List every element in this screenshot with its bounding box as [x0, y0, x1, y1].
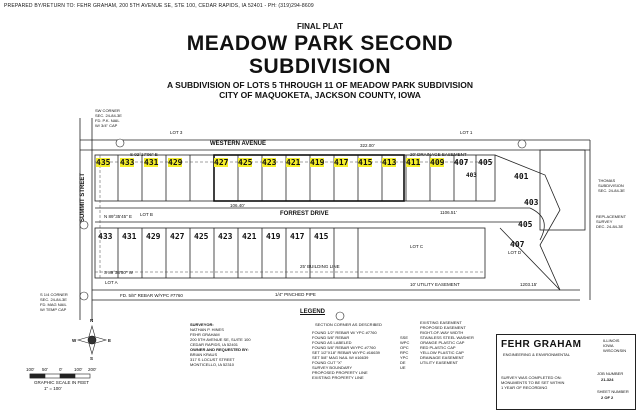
- state-label: ILLINOIS: [603, 338, 620, 343]
- address-number: 431: [144, 158, 159, 167]
- address-number: 421: [286, 158, 301, 167]
- state-label: IOWA: [603, 343, 614, 348]
- sw-corner-note: SW CORNER SEC. 24-84-3E FD. P.K. NAIL W/ 3/4" CAP: [95, 108, 122, 128]
- legend-title: LEGEND: [300, 309, 326, 315]
- address-number: 405: [478, 158, 493, 167]
- replacement-survey-note: REPLACEMENT SURVEY DEC. 24-84-3E: [596, 214, 627, 229]
- compass-w: W: [72, 338, 77, 343]
- legend-item: SET 1/2"X18" REBAR W/YPC #16639: [312, 350, 380, 355]
- owner-label: OWNER AND REQUESTED BY:: [190, 347, 249, 352]
- compass-n: N: [90, 318, 94, 323]
- owner-line: BRIAN KRAUS: [190, 352, 218, 357]
- lot-b-label: LOT B: [140, 212, 153, 217]
- dimension-label: 25' BUILDING LINE: [300, 264, 340, 269]
- address-number: 417: [290, 232, 305, 241]
- address-number: 433: [120, 158, 135, 167]
- scale-tick: 200': [88, 367, 97, 372]
- state-label: WISCONSIN: [603, 348, 627, 353]
- address-number: 415: [358, 158, 373, 167]
- compass-e: E: [108, 338, 112, 343]
- legend-section-note: SECTION CORNER AS DESCRIBED: [315, 322, 382, 327]
- subtitle-line-1: A SUBDIVISION OF LOTS 5 THROUGH 11 OF MEADOW PARK SUBDIVISION: [166, 80, 474, 90]
- address-number: 429: [168, 158, 183, 167]
- dimension-label: S 02°17'06" E: [130, 152, 158, 157]
- dimension-label: FD. 5/8" REBAR W/YPC #7760: [120, 293, 183, 298]
- lot-d-label: LOT D: [508, 250, 522, 255]
- scale-label: GRAPHIC SCALE IN FEET: [34, 380, 90, 385]
- legend-code: OPC: [400, 345, 409, 350]
- dimension-label: 1106.51': [440, 210, 457, 215]
- scale-ratio: 1" = 100': [44, 386, 62, 391]
- legend-item: FOUND 1/2" REBAR W/ YPC #7760: [312, 330, 377, 335]
- address-number: 403: [466, 172, 477, 179]
- legend-item: FOUND 5/8" REBAR: [312, 335, 350, 340]
- final-plat-label: FINAL PLAT: [297, 22, 343, 31]
- address-number: 405: [518, 220, 533, 229]
- street-summit: SUMMIT STREET: [80, 173, 86, 222]
- address-number: 427: [170, 232, 185, 241]
- address-number: 407: [454, 158, 469, 167]
- dimension-label: 10' UTILITY EASEMENT: [410, 282, 460, 287]
- legend-item: YELLOW PLASTIC CAP: [420, 350, 464, 355]
- address-number: 433: [98, 232, 113, 241]
- dimension-label: 20' DRAINAGE EASEMENT: [410, 152, 467, 157]
- survey-completed-note: SURVEY WAS COMPLETED ON: MONUMENTS TO BE SET WITHIN 1 YEAR OF RECORDING: [501, 375, 565, 390]
- dimension-label: S 89°38'50" W: [104, 270, 134, 275]
- lot-c-label: LOT C: [410, 244, 424, 249]
- subtitle-line-2: CITY OF MAQUOKETA, JACKSON COUNTY, IOWA: [219, 90, 421, 100]
- dimension-label: 1/4" PINCHED PIPE: [275, 292, 316, 297]
- legend-item: PROPOSED PROPERTY LINE: [312, 370, 368, 375]
- legend-code: UE: [400, 365, 406, 370]
- legend-right-list: [420, 320, 474, 365]
- owner-line: MONTICELLO, IA 52310: [190, 362, 235, 367]
- legend-code: RPC: [400, 350, 409, 355]
- lot-3-label: LOT 3: [170, 130, 183, 135]
- dimension-label: 1203.15': [520, 282, 538, 287]
- address-number: 419: [266, 232, 281, 241]
- title-line-2: SUBDIVISION: [248, 55, 392, 78]
- address-number: 409: [430, 158, 445, 167]
- legend-item: FOUND AS LABELED: [312, 340, 352, 345]
- owner-line: 317 S LOCUST STREET: [190, 357, 235, 362]
- thomas-subdivision-note: THOMAS SUBDIVISION SEC. 24-84-3E: [598, 178, 625, 193]
- address-number: 423: [218, 232, 233, 241]
- address-number: 403: [524, 198, 539, 207]
- legend-item: EXISTING PROPERTY LINE: [312, 375, 364, 380]
- address-number: 425: [194, 232, 209, 241]
- dimension-label: 106.40': [230, 203, 245, 208]
- legend-code: DE: [400, 360, 406, 365]
- address-number: 427: [214, 158, 229, 167]
- address-number: 423: [262, 158, 277, 167]
- street-western-avenue: WESTERN AVENUE: [210, 141, 267, 147]
- legend-left-list: [312, 330, 380, 380]
- title-line-1: MEADOW PARK SECOND: [186, 32, 454, 55]
- scale-tick: 0': [59, 367, 63, 372]
- legend-item: UTILITY EASEMENT: [420, 360, 458, 365]
- address-number: 401: [514, 172, 529, 181]
- fehr-graham-logo: FEHR GRAHAM: [501, 339, 582, 350]
- legend-item: PROPOSED EASEMENT: [420, 325, 466, 330]
- legend-code-list: [400, 335, 409, 370]
- sheet-number-label: SHEET NUMBER: [597, 389, 629, 394]
- address-number: 431: [122, 232, 137, 241]
- surveyor-line: 200 5TH AVENUE SE, SUITE 100: [190, 337, 251, 342]
- legend-item: STAINLESS STEEL WASHER: [420, 335, 474, 340]
- lot-1-label: LOT 1: [460, 130, 473, 135]
- legend-item: FOUND 5/8" REBAR W/YPC #7760: [312, 345, 376, 350]
- surveyor-label: SURVEYOR:: [190, 322, 214, 327]
- job-number-value: 21-324: [601, 377, 614, 382]
- title-block: [496, 334, 636, 410]
- lot-a-label: LOT A: [105, 280, 118, 285]
- sheet-number-value: 2 OF 2: [601, 395, 614, 400]
- prepared-by-line: PREPARED BY/RETURN TO: FEHR GRAHAM, 200 5TH AVENUE SE, STE 100, CEDAR RAPIDS, IA 52401 - PH: (319)294-8609: [4, 3, 314, 9]
- address-number: 417: [334, 158, 349, 167]
- job-number-label: JOB NUMBER: [597, 371, 624, 376]
- legend-code: YPC: [400, 355, 409, 360]
- scale-tick: 100': [74, 367, 83, 372]
- address-number: 429: [146, 232, 161, 241]
- legend-item: FOUND CUT "X": [312, 360, 343, 365]
- address-number: 421: [242, 232, 257, 241]
- legend-item: RIGHT-OF-WAY WIDTH: [420, 330, 464, 335]
- address-number: 425: [238, 158, 253, 167]
- address-number: 415: [314, 232, 329, 241]
- surveyor-line: NATHAN P. HINES: [190, 327, 224, 332]
- address-number: 419: [310, 158, 325, 167]
- legend-item: ORANGE PLASTIC CAP: [420, 340, 465, 345]
- dimension-label: 322.00': [360, 143, 375, 148]
- address-number: 407: [510, 240, 525, 249]
- scale-tick: 100': [26, 367, 35, 372]
- s-quarter-corner-note: S 1/4 CORNER SEC. 24-84-3E FD. MAG NAIL W/ TEMP CAP: [40, 292, 68, 312]
- scale-tick: 50': [42, 367, 48, 372]
- surveyor-block: [190, 322, 251, 367]
- legend-item: EXISTING EASEMENT: [420, 320, 462, 325]
- state-list: [603, 338, 626, 353]
- address-number: 413: [382, 158, 397, 167]
- street-forrest-drive: FORREST DRIVE: [280, 211, 329, 217]
- legend-item: DRAINAGE EASEMENT: [420, 355, 465, 360]
- legend-item: SET 5/8" MAG NAIL W/ #16639: [312, 355, 369, 360]
- legend-code: SSE: [400, 335, 409, 340]
- surveyor-line: CEDAR RAPIDS, IA 52401: [190, 342, 239, 347]
- address-number: 435: [96, 158, 111, 167]
- legend-item: SURVEY BOUNDARY: [312, 365, 353, 370]
- legend-code: WPC: [400, 340, 410, 345]
- dimension-label: N 89°35'45" E: [104, 214, 133, 219]
- surveyor-line: FEHR GRAHAM: [190, 332, 220, 337]
- compass-s: S: [90, 356, 94, 361]
- legend-item: RED PLASTIC CAP: [420, 345, 456, 350]
- address-number: 411: [406, 158, 421, 167]
- fehr-graham-tagline: ENGINEERING & ENVIRONMENTAL: [503, 352, 571, 357]
